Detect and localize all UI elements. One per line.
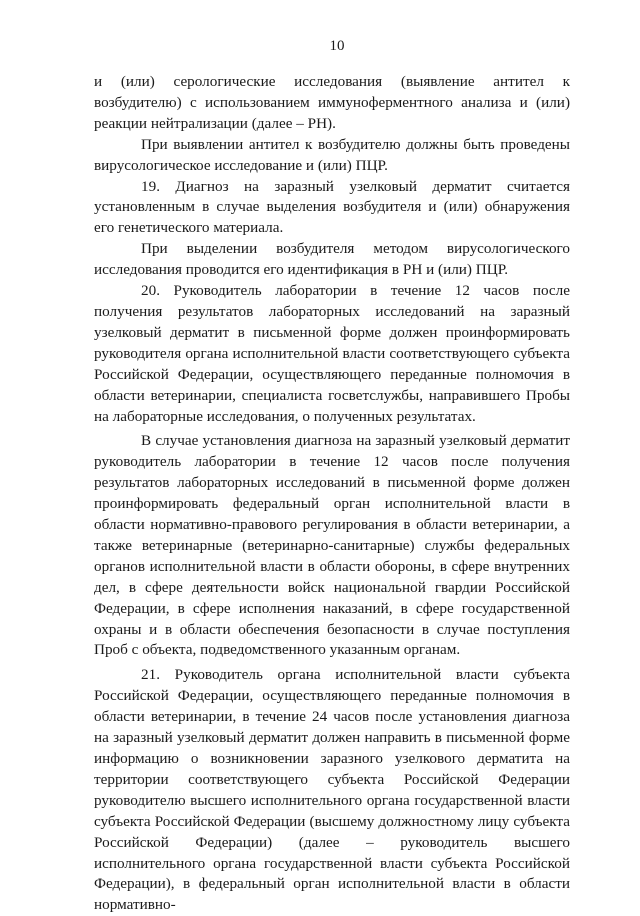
page-number: 10 [329,38,345,54]
paragraph-identification: При выделении возбудителя методом вирусологического исследования проводится его идентификация в РН и (или) ПЦР. [94,240,570,279]
document-body [94,72,570,916]
paragraph-21-executive-head: 21. Руководитель органа исполнительной власти субъекта Российской Федерации, осуществляющего переданные полномочия в области ветеринарии, в течение 24 часов после установления диагноза на заразный узелковый дерматит должен направить в письменной форме информацию о возникновении заразного узелкового дерматита на территории соответствующего субъекта Российской Федерации руководителю высшего исполнительного органа государственной власти субъекта Российской Федерации (высшему должностному лицу субъекта Российской Федерации) (далее – руководитель высшего исполнительного органа государственной власти субъекта Российской Федерации), в федеральный орган исполнительной власти в области нормативно- [94,666,570,914]
paragraph-antibodies: При выявлении антител к возбудителю должны быть проведены вирусологическое исследование и (или) ПЦР. [94,135,570,174]
paragraph-19-diagnosis: 19. Диагноз на заразный узелковый дерматит считается установленным в случае выделения возбудителя и (или) обнаружения его генетического материала. [94,177,570,237]
paragraph-continuation: и (или) серологические исследования (выявление антител к возбудителю) с использованием иммуноферментного анализа и (или) реакции нейтрализации (далее – РН). [94,73,570,132]
paragraph-20-lab-head: 20. Руководитель лаборатории в течение 12 часов после получения результатов лабораторных исследований на заразный узелковый дерматит в письменной форме должен проинформировать руководителя органа исполнительной власти соответствующего субъекта Российской Федерации, осуществляющего переданные полномочия в области ветеринарии, специалиста госветслужбы, направившего Пробы на лабораторные исследования, о полученных результатах. [94,282,570,425]
paragraph-diagnosis-established: В случае установления диагноза на заразный узелковый дерматит руководитель лаборатории в течение 12 часов после получения результатов лабораторных исследований в письменной форме должен проинформировать федеральный орган исполнительной власти в области нормативно-правового регулирования в области ветеринарии, а также ветеринарные (ветеринарно-санитарные) службы федеральных органов исполнительной власти в области обороны, в сфере внутренних дел, в сфере деятельности войск национальной гвардии Российской Федерации, в сфере исполнения наказаний, в сфере государственной охраны и в области обеспечения безопасности в случае поступления Проб с объекта, подведомственного указанным органам. [94,432,570,659]
